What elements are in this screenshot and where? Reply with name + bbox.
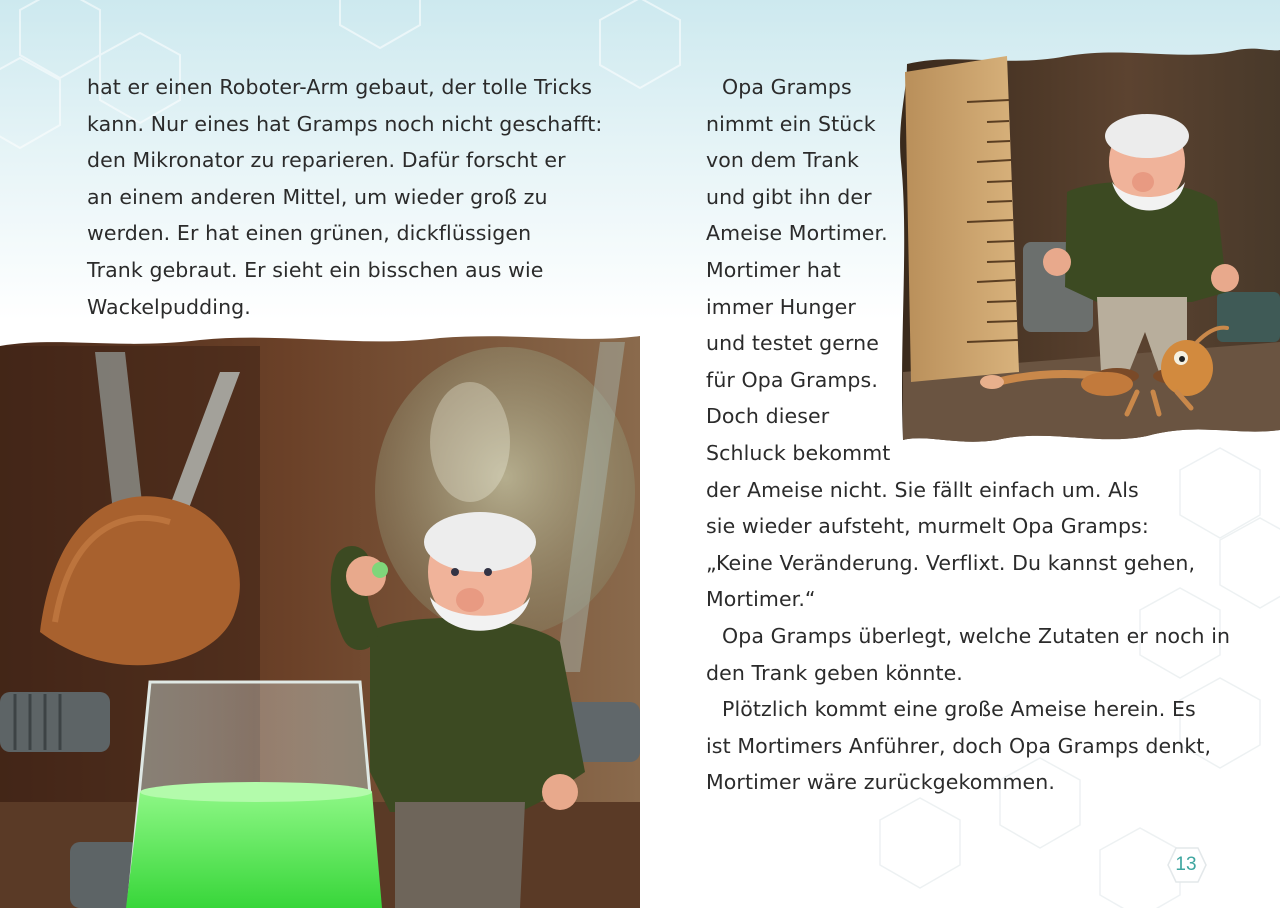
text-line: ist Mortimers Anführer, doch Opa Gramps denkt, [706,733,1212,758]
text-line: von dem Trank [706,148,859,173]
text-line: für Opa Gramps. [706,367,878,392]
text-line: Schluck bekommt [706,440,891,465]
text-line: Ameise Mortimer. [706,221,888,246]
text-line: Mortimer hat [706,257,841,282]
text-line: und testet gerne [706,331,879,356]
text-line: nimmt ein Stück [706,111,876,136]
text-line: Opa Gramps überlegt, welche Zutaten er noch in [722,623,1231,648]
left-column-text [87,69,602,325]
text-line: Mortimer.“ [706,587,816,612]
text-line: den Trank geben könnte. [706,660,963,685]
text-line: kann. Nur eines hat Gramps noch nicht geschafft: [87,111,603,136]
grandpa-potion-illustration [0,332,640,908]
text-line: Wackelpudding. [87,294,251,319]
page-number: 13 [1175,854,1197,875]
text-line: „Keine Veränderung. Verflixt. Du kannst gehen, [706,550,1196,575]
text-line: und gibt ihn der [706,184,872,209]
page-number-badge [1166,846,1208,884]
text-line: Trank gebraut. Er sieht ein bisschen aus wie [87,257,544,282]
text-line: sie wieder aufsteht, murmelt Opa Gramps: [706,514,1149,539]
text-line: Doch dieser [706,404,830,429]
right-column-text [706,69,1230,801]
text-line: immer Hunger [706,294,856,319]
text-line: werden. Er hat einen grünen, dickflüssigen [87,221,532,246]
text-line: an einem anderen Mittel, um wieder groß zu [87,184,548,209]
text-line: der Ameise nicht. Sie fällt einfach um. Als [706,477,1139,502]
text-line: den Mikronator zu reparieren. Dafür forscht er [87,148,566,173]
text-line: hat er einen Roboter-Arm gebaut, der tolle Tricks [87,75,593,99]
text-line: Opa Gramps [722,75,852,99]
text-line: Mortimer wäre zurückgekommen. [706,770,1055,795]
text-line: Plötzlich kommt eine große Ameise herein. Es [722,697,1196,722]
